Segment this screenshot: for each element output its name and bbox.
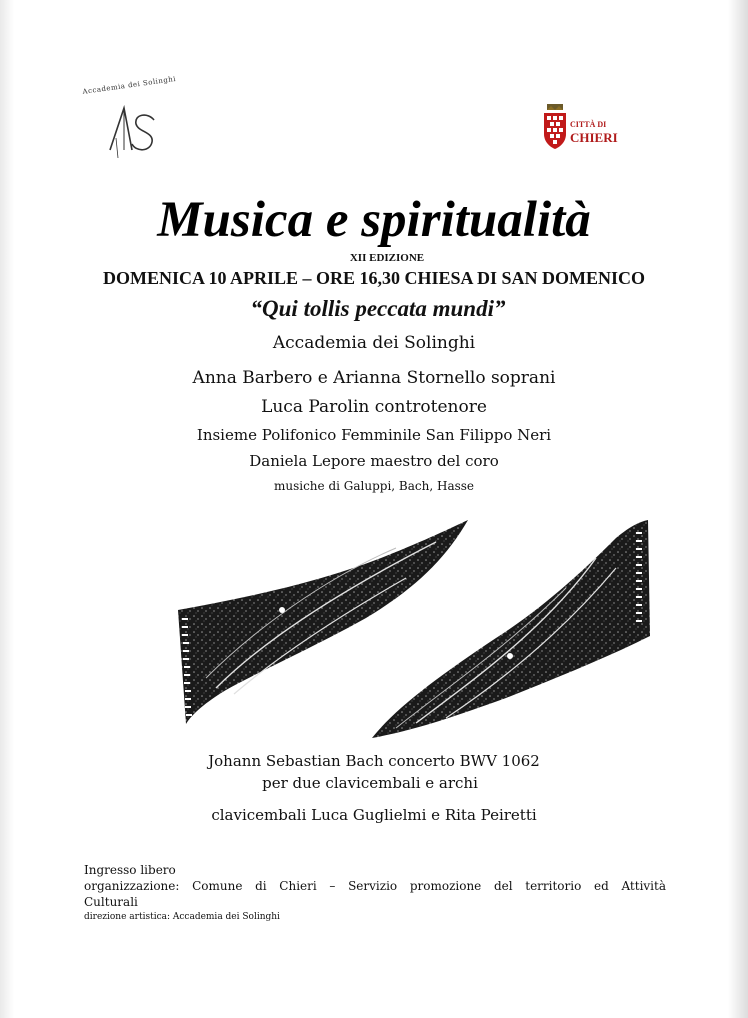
conductor-line: Daniela Lepore maestro del coro xyxy=(249,452,499,470)
entry-info: Ingresso libero xyxy=(84,863,176,877)
edition-label: XII EDIZIONE xyxy=(349,252,425,264)
page-edge-left xyxy=(0,0,14,1018)
organization-info-cont: Culturali xyxy=(84,895,138,909)
event-title: Musica e spiritualità xyxy=(157,192,591,248)
date-line: DOMENICA 10 APRILE – ORE 16,30 CHIESA DI SAN DOMENICO xyxy=(102,268,646,288)
harpsichordists-line: clavicembali Luca Guglielmi e Rita Peiretti xyxy=(211,806,537,824)
chieri-shield-icon xyxy=(542,104,568,150)
composers-line: musiche di Galuppi, Bach, Hasse xyxy=(273,479,475,493)
footer xyxy=(84,862,666,924)
page-edge-right xyxy=(728,0,748,1018)
concert-subtitle: “Qui tollis peccata mundi” xyxy=(250,296,506,321)
accademia-mark-icon xyxy=(102,98,162,158)
chieri-logo-big: CHIERI xyxy=(570,130,618,145)
artistic-direction: direzione artistica: Accademia dei Solinghi xyxy=(84,912,280,922)
choir-line: Insieme Polifonico Femminile San Filippo Neri xyxy=(196,426,552,444)
chieri-logo-small: CITTÀ DI xyxy=(570,120,607,129)
organization-info: organizzazione: Comune di Chieri – Servizio promozione del territorio ed Attività xyxy=(84,879,666,893)
harpsichord-silhouettes xyxy=(176,518,652,740)
countertenor-line: Luca Parolin controtenore xyxy=(261,397,487,417)
sopranos-line: Anna Barbero e Arianna Stornello soprani xyxy=(192,368,556,388)
ensemble-name: Accademia dei Solinghi xyxy=(272,333,476,353)
chieri-crest-icon xyxy=(542,104,632,150)
bach-instrumentation-line: per due clavicembali e archi xyxy=(262,774,478,792)
bach-concerto-line: Johann Sebastian Bach concerto BWV 1062 xyxy=(208,752,540,770)
accademia-logo-icon xyxy=(82,74,177,160)
accademia-logo-text: Accademia dei Solinghi xyxy=(82,74,177,96)
chieri-logo-text xyxy=(570,116,618,144)
